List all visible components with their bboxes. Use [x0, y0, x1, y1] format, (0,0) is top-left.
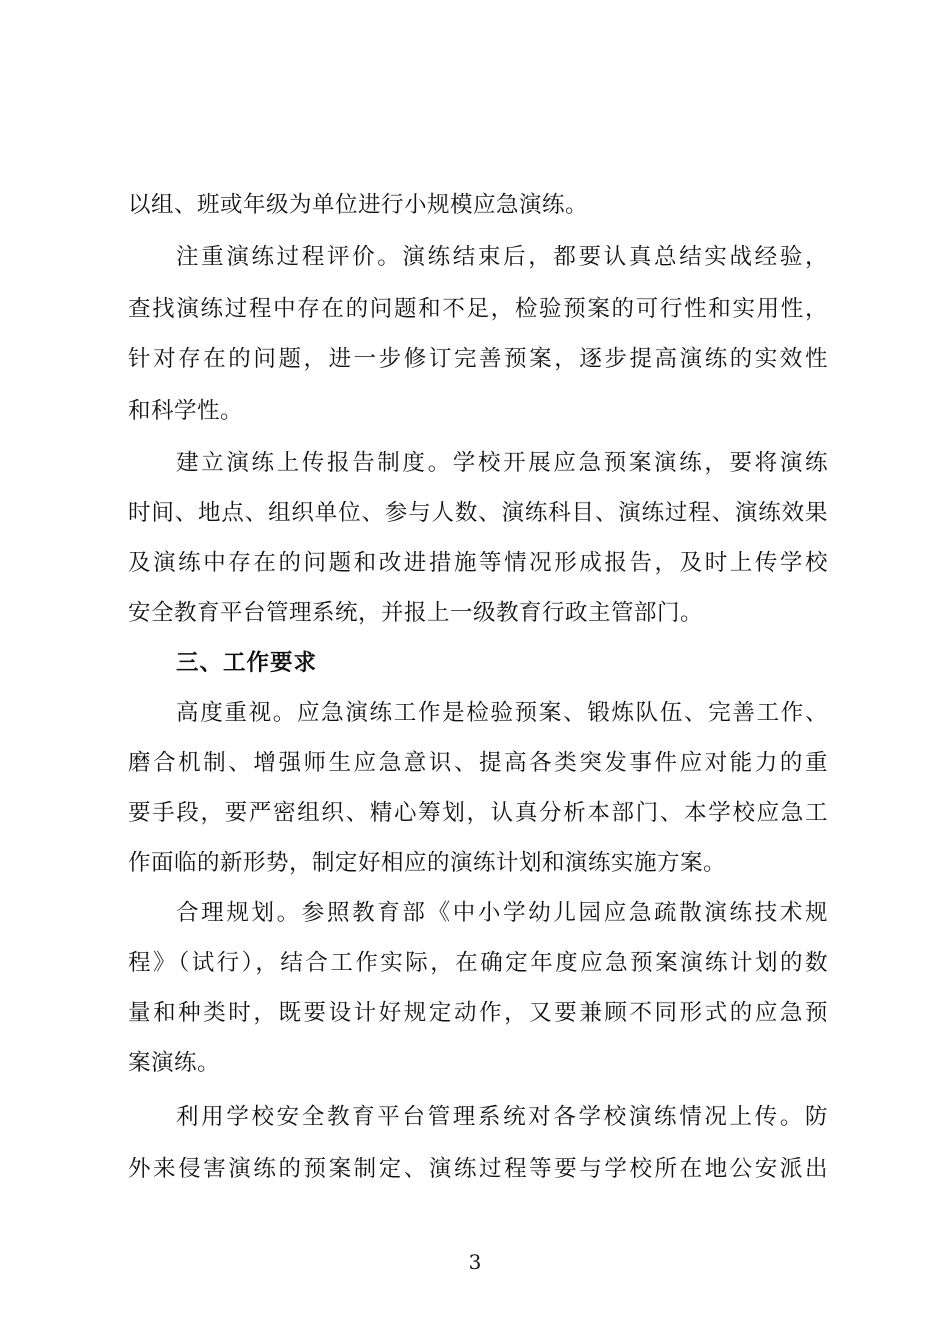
paragraph-first-line: 建立演练上传报告制度。学校开展应急预案演练，要将演练 [176, 450, 828, 476]
text-line: 程》（试行），结合工作实际，在确定年度应急预案演练计划的数 [128, 950, 828, 976]
section-heading: 三、工作要求 [176, 650, 318, 676]
text-line: 案演练。 [128, 1050, 221, 1076]
text-line: 和科学性。 [128, 398, 244, 424]
text-line: 磨合机制、增强师生应急意识、提高各类突发事件应对能力的重 [128, 750, 828, 776]
text-line: 查找演练过程中存在的问题和不足，检验预案的可行性和实用性， [128, 296, 828, 322]
paragraph-first-line: 高度重视。应急演练工作是检验预案、锻炼队伍、完善工作、 [176, 700, 828, 726]
paragraph-first-line: 注重演练过程评价。演练结束后，都要认真总结实战经验， [176, 244, 828, 270]
text-line: 时间、地点、组织单位、参与人数、演练科目、演练过程、演练效果 [128, 500, 828, 526]
text-line: 及演练中存在的问题和改进措施等情况形成报告，及时上传学校 [128, 550, 828, 576]
text-line: 量和种类时，既要设计好规定动作，又要兼顾不同形式的应急预 [128, 1000, 828, 1026]
text-line: 以组、班或年级为单位进行小规模应急演练。 [128, 192, 589, 218]
text-line: 安全教育平台管理系统，并报上一级教育行政主管部门。 [128, 600, 704, 626]
text-line: 要手段，要严密组织、精心筹划，认真分析本部门、本学校应急工 [128, 800, 828, 826]
text-line: 作面临的新形势，制定好相应的演练计划和演练实施方案。 [128, 850, 727, 876]
paragraph-first-line: 合理规划。参照教育部《中小学幼儿园应急疏散演练技术规 [176, 900, 828, 926]
text-line: 针对存在的问题，进一步修订完善预案，逐步提高演练的实效性 [128, 346, 828, 372]
page-number: 3 [468, 1250, 482, 1274]
paragraph-first-line: 利用学校安全教育平台管理系统对各学校演练情况上传。防 [176, 1104, 828, 1130]
text-line: 外来侵害演练的预案制定、演练过程等要与学校所在地公安派出 [128, 1156, 828, 1182]
